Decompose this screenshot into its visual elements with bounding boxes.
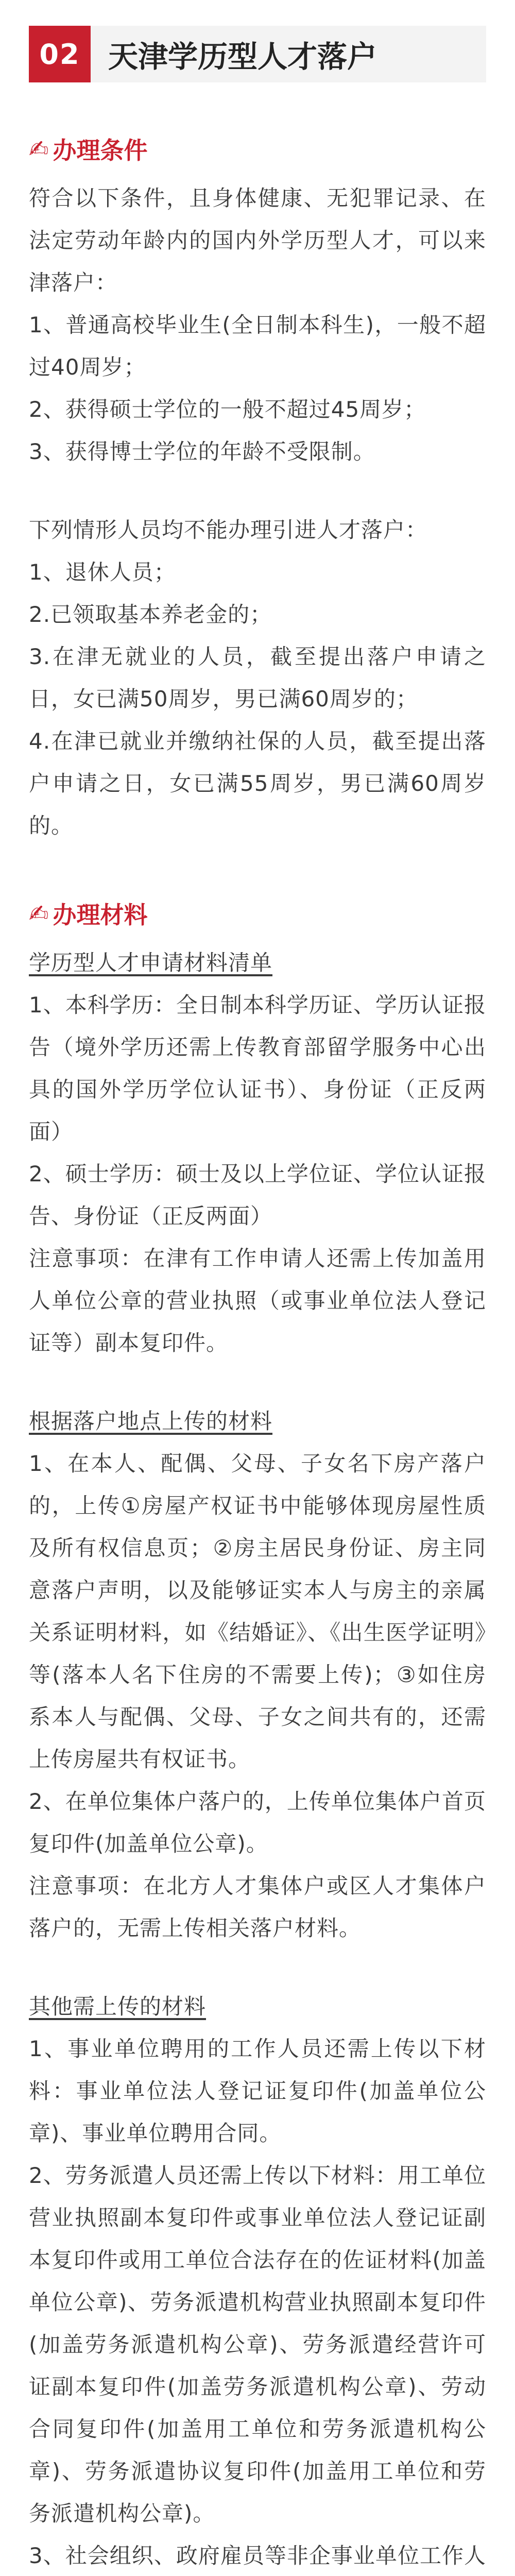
- section-title: 天津学历型人才落户: [108, 39, 377, 74]
- other-item: 3、社会组织、政府雇员等非企事业单位工作人: [29, 2543, 486, 2568]
- materials-heading-text: 办理材料: [53, 901, 148, 929]
- conditions-heading-text: 办理条件: [53, 137, 148, 164]
- location-title: 根据落户地点上传的材料: [29, 1409, 273, 1434]
- other-item: 2、劳务派遣人员还需上传以下材料：用工单位营业执照副本复印件或事业单位法人登记证副本复印件或用工单位合法存在的佐证材料(加盖单位公章)、劳务派遣机构营业执照副本复印件(加盖劳务派遣机构公章)、劳务派遣经营许可证副本复印件(加盖劳务派遣机构公章)、劳动合同复印件(加盖用工单位和劳务派遣机构公章)、劳务派遣协议复印件(加盖用工单位和劳务派遣机构公章)。: [29, 2163, 486, 2526]
- section-number: 02: [29, 26, 91, 82]
- materials-heading: [29, 896, 486, 930]
- exclusion-item: 4.在津已就业并缴纳社保的人员，截至提出落户申请之日，女已满55周岁，男已满60周岁的。: [29, 728, 486, 838]
- other-item: 1、事业单位聘用的工作人员还需上传以下材料：事业单位法人登记证复印件(加盖单位公章)、事业单位聘用合同。: [29, 2036, 486, 2146]
- location-item: 注意事项：在北方人才集体户或区人才集体户落户的，无需上传相关落户材料。: [29, 1873, 486, 1941]
- conditions-intro: 符合以下条件，且身体健康、无犯罪记录、在法定劳动年龄内的国内外学历型人才，可以来津落户：: [29, 185, 486, 295]
- writing-hand-icon: ✍: [29, 135, 49, 163]
- location-item: 2、在单位集体户落户的，上传单位集体户首页复印件(加盖单位公章)。: [29, 1789, 486, 1856]
- exclusion-item: 2.已领取基本养老金的；: [29, 602, 272, 627]
- exclusion-intro: 下列情形人员均不能办理引进人才落户：: [29, 517, 428, 543]
- condition-item: 2、获得硕士学位的一般不超过45周岁；: [29, 397, 426, 422]
- section-header: [29, 26, 486, 82]
- materials-list-item: 注意事项：在津有工作申请人还需上传加盖用人单位公章的营业执照（或事业单位法人登记证等）副本复印件。: [29, 1246, 486, 1355]
- conditions-heading: [29, 132, 486, 166]
- condition-item: 3、获得博士学位的年龄不受限制。: [29, 439, 375, 464]
- materials-list-item: 2、硕士学历：硕士及以上学位证、学位认证报告、身份证（正反两面）: [29, 1161, 486, 1229]
- exclusion-item: 1、退休人员；: [29, 560, 176, 585]
- location-item: 1、在本人、配偶、父母、子女名下房产落户的，上传①房屋产权证书中能够体现房屋性质及所有权信息页；②房主居民身份证、房主同意落户声明，以及能够证实本人与房主的亲属关系证明材料，如《结婚证》、《出生医学证明》等(落本人名下住房的不需要上传)；③如住房系本人与配偶、父母、子女之间共有的，还需上传房屋共有权证书。: [29, 1451, 486, 1772]
- other-title: 其他需上传的材料: [29, 1994, 207, 2019]
- exclusion-item: 3.在津无就业的人员，截至提出落户申请之日，女已满50周岁，男已满60周岁的；: [29, 644, 486, 711]
- article-page: [0, 26, 515, 2576]
- condition-item: 1、普通高校毕业生(全日制本科生)，一般不超过40周岁；: [29, 312, 486, 380]
- materials-list-item: 1、本科学历：全日制本科学历证、学历认证报告（境外学历还需上传教育部留学服务中心出具的国外学历学位认证书）、身份证（正反两面）: [29, 992, 486, 1144]
- writing-hand-icon: ✍: [29, 900, 49, 927]
- materials-list-title: 学历型人才申请材料清单: [29, 950, 273, 975]
